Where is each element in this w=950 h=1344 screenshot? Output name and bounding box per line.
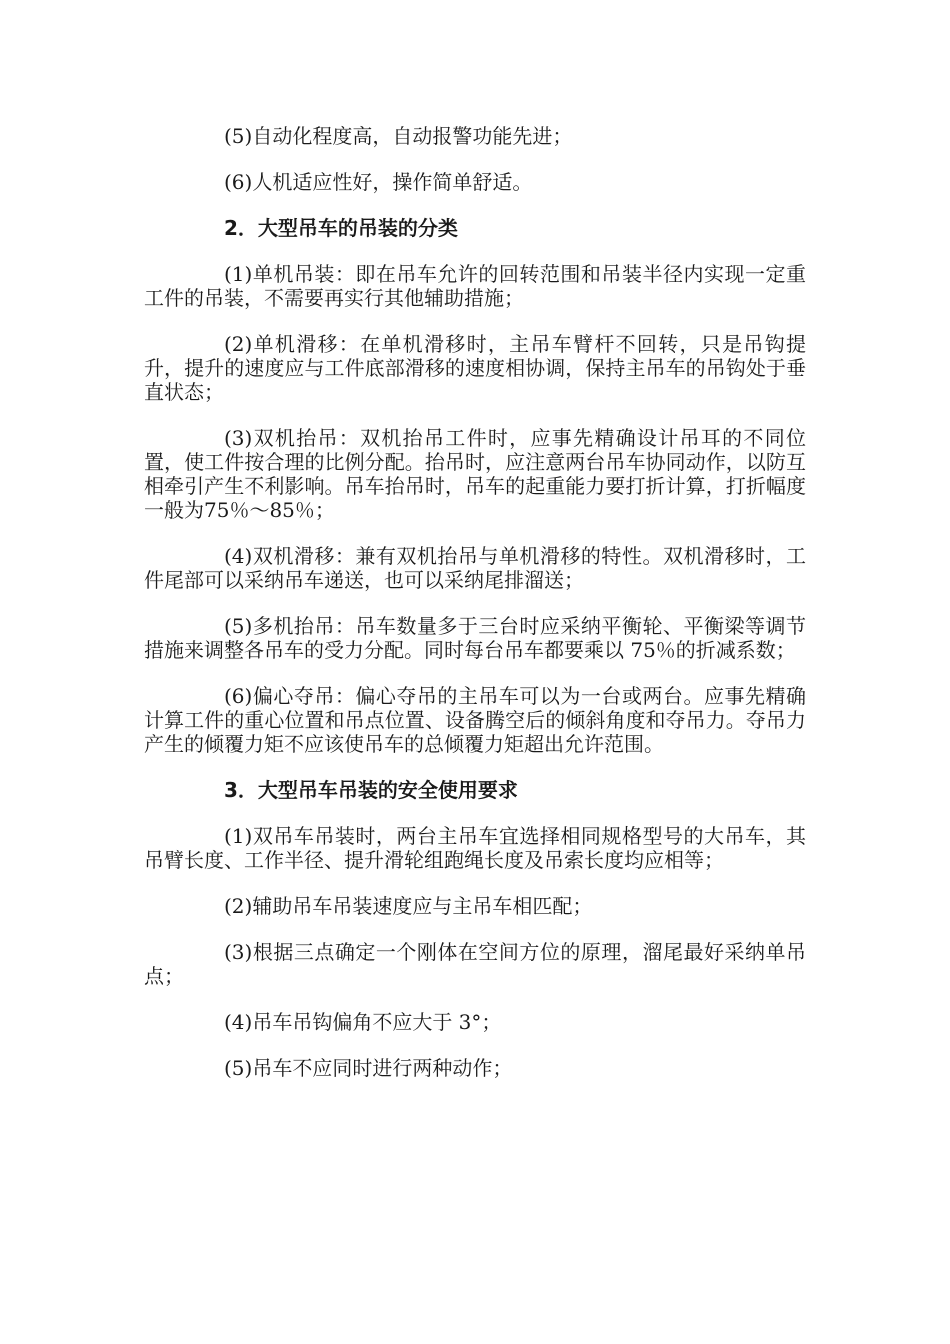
paragraph: (5)吊车不应同时进行两种动作； xyxy=(224,1056,513,1080)
paragraph: (1)双吊车吊装时，两台主吊车宜选择相同规格型号的大吊车，其吊臂长度、工作半径、提升滑轮组跑绳长度及吊索长度均应相等； xyxy=(144,824,806,872)
paragraph: (6)人机适应性好，操作简单舒适。 xyxy=(224,170,533,194)
paragraph: (4)吊车吊钩偏角不应大于 3°； xyxy=(224,1010,502,1034)
paragraph: (3)根据三点确定一个刚体在空间方位的原理，溜尾最好采纳单吊点； xyxy=(144,940,806,988)
section-heading: 3．大型吊车吊装的安全使用要求 xyxy=(224,778,518,802)
section-heading: 2．大型吊车的吊装的分类 xyxy=(224,216,458,240)
paragraph: (3)双机抬吊：双机抬吊工件时，应事先精确设计吊耳的不同位置，使工件按合理的比例分配。抬吊时，应注意两台吊车协同动作，以防互相牵引产生不利影响。吊车抬吊时，吊车的起重能力要打折计算，打折幅度一般为75％～85％； xyxy=(144,426,806,522)
paragraph: (2)辅助吊车吊装速度应与主吊车相匹配； xyxy=(224,894,593,918)
paragraph: (5)多机抬吊：吊车数量多于三台时应采纳平衡轮、平衡梁等调节措施来调整各吊车的受力分配。同时每台吊车都要乘以 75％的折减系数； xyxy=(144,614,806,662)
paragraph: (2)单机滑移：在单机滑移时，主吊车臂杆不回转，只是吊钩提升，提升的速度应与工件底部滑移的速度相协调，保持主吊车的吊钩处于垂直状态； xyxy=(144,332,806,404)
paragraph: (5)自动化程度高，自动报警功能先进； xyxy=(224,124,573,148)
paragraph: (1)单机吊装：即在吊车允许的回转范围和吊装半径内实现一定重工件的吊装，不需要再实行其他辅助措施； xyxy=(144,262,806,310)
paragraph: (6)偏心夺吊：偏心夺吊的主吊车可以为一台或两台。应事先精确计算工件的重心位置和吊点位置、设备腾空后的倾斜角度和夺吊力。夺吊力产生的倾覆力矩不应该使吊车的总倾覆力矩超出允许范围。 xyxy=(144,684,806,756)
paragraph: (4)双机滑移：兼有双机抬吊与单机滑移的特性。双机滑移时，工件尾部可以采纳吊车递送，也可以采纳尾排溜送； xyxy=(144,544,806,592)
document-body xyxy=(144,124,806,1102)
